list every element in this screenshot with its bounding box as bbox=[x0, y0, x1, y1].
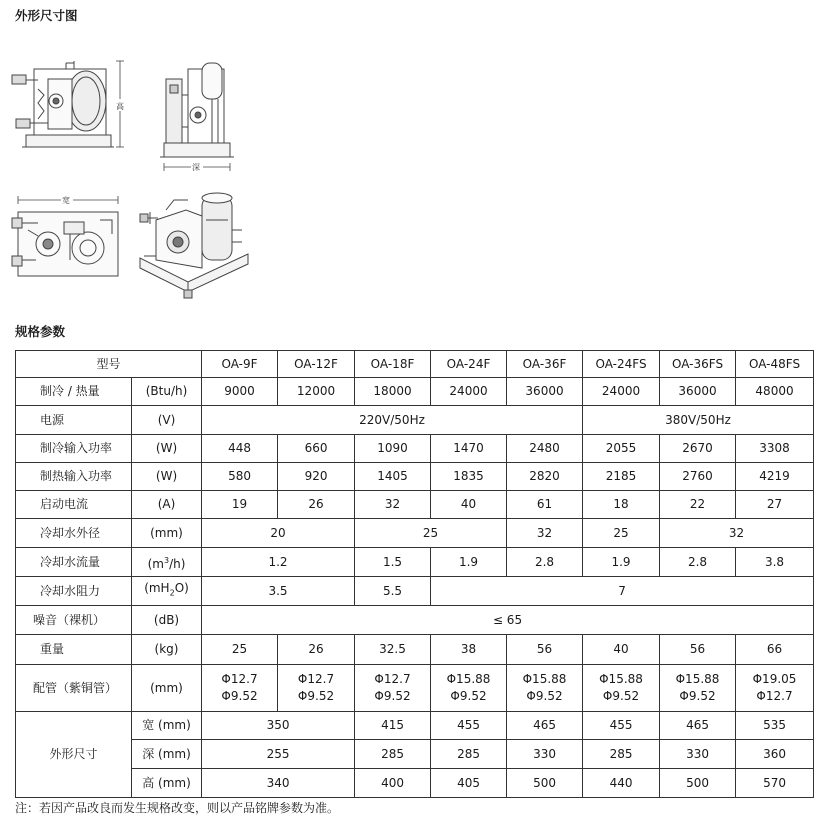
table-row bbox=[16, 378, 814, 406]
value-cell: 330 bbox=[660, 740, 736, 769]
table-row bbox=[16, 351, 814, 378]
value-cell: 535 bbox=[736, 712, 814, 740]
table-row bbox=[16, 519, 814, 548]
isometric-view-drawing bbox=[136, 180, 254, 305]
unit-cell: (Btu/h) bbox=[132, 378, 202, 406]
value-cell: 570 bbox=[736, 769, 814, 798]
value-cell: 56 bbox=[660, 635, 736, 665]
value-cell: 7 bbox=[431, 577, 814, 606]
table-row bbox=[16, 712, 814, 740]
table-row bbox=[16, 548, 814, 577]
value-cell: 36000 bbox=[507, 378, 583, 406]
value-cell: 25 bbox=[202, 635, 278, 665]
value-cell: 920 bbox=[278, 463, 355, 491]
value-cell: 26 bbox=[278, 491, 355, 519]
table-row bbox=[16, 740, 814, 769]
value-cell: 2480 bbox=[507, 435, 583, 463]
value-cell: 32 bbox=[507, 519, 583, 548]
value-cell: 448 bbox=[202, 435, 278, 463]
value-cell: 2670 bbox=[660, 435, 736, 463]
value-cell: 4219 bbox=[736, 463, 814, 491]
value-cell: 500 bbox=[660, 769, 736, 798]
model-cell: OA-24F bbox=[431, 351, 507, 378]
value-cell: 56 bbox=[507, 635, 583, 665]
value-cell: 18 bbox=[583, 491, 660, 519]
side-view-drawing bbox=[158, 55, 238, 180]
unit-cell: (W) bbox=[132, 463, 202, 491]
value-cell: 24000 bbox=[583, 378, 660, 406]
value-cell: 455 bbox=[431, 712, 507, 740]
value-cell: 22 bbox=[660, 491, 736, 519]
value-cell: Φ15.88 Φ9.52 bbox=[583, 665, 660, 712]
unit-cell: $(m^3/h)$ bbox=[132, 548, 202, 577]
table-row bbox=[16, 665, 814, 712]
value-cell: 1090 bbox=[355, 435, 431, 463]
value-cell: 12000 bbox=[278, 378, 355, 406]
table-row bbox=[16, 491, 814, 519]
table-row bbox=[16, 769, 814, 798]
value-cell: 2185 bbox=[583, 463, 660, 491]
value-cell: ≤ 65 bbox=[202, 606, 814, 635]
row-label: 重量 bbox=[16, 635, 132, 665]
row-label: 配管（紫铜管） bbox=[16, 665, 132, 712]
unit-cell: (kg) bbox=[132, 635, 202, 665]
table-row bbox=[16, 435, 814, 463]
row-label: 冷却水阻力 bbox=[16, 577, 132, 606]
value-cell: 2055 bbox=[583, 435, 660, 463]
top-view-drawing bbox=[8, 190, 133, 290]
model-cell: OA-18F bbox=[355, 351, 431, 378]
row-label: 制热输入功率 bbox=[16, 463, 132, 491]
row-label: 电源 bbox=[16, 406, 132, 435]
value-cell: 1405 bbox=[355, 463, 431, 491]
model-cell: OA-9F bbox=[202, 351, 278, 378]
table-row bbox=[16, 463, 814, 491]
value-cell: 285 bbox=[431, 740, 507, 769]
table-row bbox=[16, 406, 814, 435]
value-cell: 285 bbox=[355, 740, 431, 769]
unit-cell: (A) bbox=[132, 491, 202, 519]
value-cell: 9000 bbox=[202, 378, 278, 406]
value-cell: 1.9 bbox=[431, 548, 507, 577]
value-cell: 32 bbox=[660, 519, 814, 548]
value-cell: 380V/50Hz bbox=[583, 406, 814, 435]
model-cell: OA-24FS bbox=[583, 351, 660, 378]
row-label: 制冷 / 热量 bbox=[16, 378, 132, 406]
depth-dimension-label: 深 bbox=[192, 163, 200, 172]
value-cell: 32 bbox=[355, 491, 431, 519]
value-cell: 580 bbox=[202, 463, 278, 491]
value-cell: 48000 bbox=[736, 378, 814, 406]
value-cell: 465 bbox=[507, 712, 583, 740]
value-cell: 400 bbox=[355, 769, 431, 798]
specifications-table bbox=[15, 350, 814, 798]
value-cell: 18000 bbox=[355, 378, 431, 406]
table-row bbox=[16, 606, 814, 635]
value-cell: Φ15.88 Φ9.52 bbox=[660, 665, 736, 712]
value-cell: 2760 bbox=[660, 463, 736, 491]
unit-cell: 高 (mm) bbox=[132, 769, 202, 798]
value-cell: 5.5 bbox=[355, 577, 431, 606]
value-cell: 32.5 bbox=[355, 635, 431, 665]
value-cell: 1470 bbox=[431, 435, 507, 463]
footnote: 注：若因产品改良而发生规格改变，则以产品铭牌参数为准。 bbox=[15, 801, 340, 815]
value-cell: 500 bbox=[507, 769, 583, 798]
value-cell: 350 bbox=[202, 712, 355, 740]
value-cell: 1.9 bbox=[583, 548, 660, 577]
row-label: 启动电流 bbox=[16, 491, 132, 519]
model-header-cell: 型号 bbox=[16, 351, 202, 378]
model-cell: OA-36FS bbox=[660, 351, 736, 378]
value-cell: 415 bbox=[355, 712, 431, 740]
value-cell: 1835 bbox=[431, 463, 507, 491]
value-cell: 19 bbox=[202, 491, 278, 519]
value-cell: 285 bbox=[583, 740, 660, 769]
front-view-drawing bbox=[8, 55, 133, 167]
row-label: 外形尺寸 bbox=[16, 712, 132, 798]
unit-cell: 宽 (mm) bbox=[132, 712, 202, 740]
value-cell: 3.8 bbox=[736, 548, 814, 577]
value-cell: 220V/50Hz bbox=[202, 406, 583, 435]
value-cell: Φ15.88 Φ9.52 bbox=[431, 665, 507, 712]
value-cell: Φ12.7 Φ9.52 bbox=[355, 665, 431, 712]
row-label: 冷却水流量 bbox=[16, 548, 132, 577]
unit-cell: (dB) bbox=[132, 606, 202, 635]
value-cell: 2.8 bbox=[660, 548, 736, 577]
value-cell: 2.8 bbox=[507, 548, 583, 577]
value-cell: Φ12.7 Φ9.52 bbox=[278, 665, 355, 712]
value-cell: 1.5 bbox=[355, 548, 431, 577]
value-cell: 40 bbox=[583, 635, 660, 665]
value-cell: 26 bbox=[278, 635, 355, 665]
value-cell: 465 bbox=[660, 712, 736, 740]
row-label: 噪音（裸机） bbox=[16, 606, 132, 635]
unit-cell: (W) bbox=[132, 435, 202, 463]
dimension-drawing-heading: 外形尺寸图 bbox=[15, 8, 78, 23]
value-cell: 455 bbox=[583, 712, 660, 740]
value-cell: 360 bbox=[736, 740, 814, 769]
value-cell: Φ19.05 Φ12.7 bbox=[736, 665, 814, 712]
row-label: 冷却水外径 bbox=[16, 519, 132, 548]
unit-cell: $(mH_2O)$ bbox=[132, 577, 202, 606]
value-cell: 25 bbox=[355, 519, 507, 548]
table-row bbox=[16, 577, 814, 606]
value-cell: 440 bbox=[583, 769, 660, 798]
value-cell: Φ12.7 Φ9.52 bbox=[202, 665, 278, 712]
value-cell: 36000 bbox=[660, 378, 736, 406]
value-cell: 3.5 bbox=[202, 577, 355, 606]
unit-cell: (mm) bbox=[132, 519, 202, 548]
value-cell: 40 bbox=[431, 491, 507, 519]
value-cell: 1.2 bbox=[202, 548, 355, 577]
value-cell: 27 bbox=[736, 491, 814, 519]
unit-cell: 深 (mm) bbox=[132, 740, 202, 769]
value-cell: 255 bbox=[202, 740, 355, 769]
value-cell: 330 bbox=[507, 740, 583, 769]
table-row bbox=[16, 635, 814, 665]
width-dimension-label: 宽 bbox=[62, 196, 70, 205]
row-label: 制冷输入功率 bbox=[16, 435, 132, 463]
unit-cell: (V) bbox=[132, 406, 202, 435]
value-cell: 24000 bbox=[431, 378, 507, 406]
value-cell: 2820 bbox=[507, 463, 583, 491]
value-cell: Φ15.88 Φ9.52 bbox=[507, 665, 583, 712]
value-cell: 3308 bbox=[736, 435, 814, 463]
value-cell: 61 bbox=[507, 491, 583, 519]
height-dimension-label: 高 bbox=[116, 102, 124, 111]
value-cell: 660 bbox=[278, 435, 355, 463]
value-cell: 38 bbox=[431, 635, 507, 665]
value-cell: 25 bbox=[583, 519, 660, 548]
model-cell: OA-48FS bbox=[736, 351, 814, 378]
specifications-heading: 规格参数 bbox=[15, 324, 66, 339]
model-cell: OA-12F bbox=[278, 351, 355, 378]
value-cell: 66 bbox=[736, 635, 814, 665]
value-cell: 405 bbox=[431, 769, 507, 798]
unit-cell: (mm) bbox=[132, 665, 202, 712]
value-cell: 20 bbox=[202, 519, 355, 548]
value-cell: 340 bbox=[202, 769, 355, 798]
model-cell: OA-36F bbox=[507, 351, 583, 378]
